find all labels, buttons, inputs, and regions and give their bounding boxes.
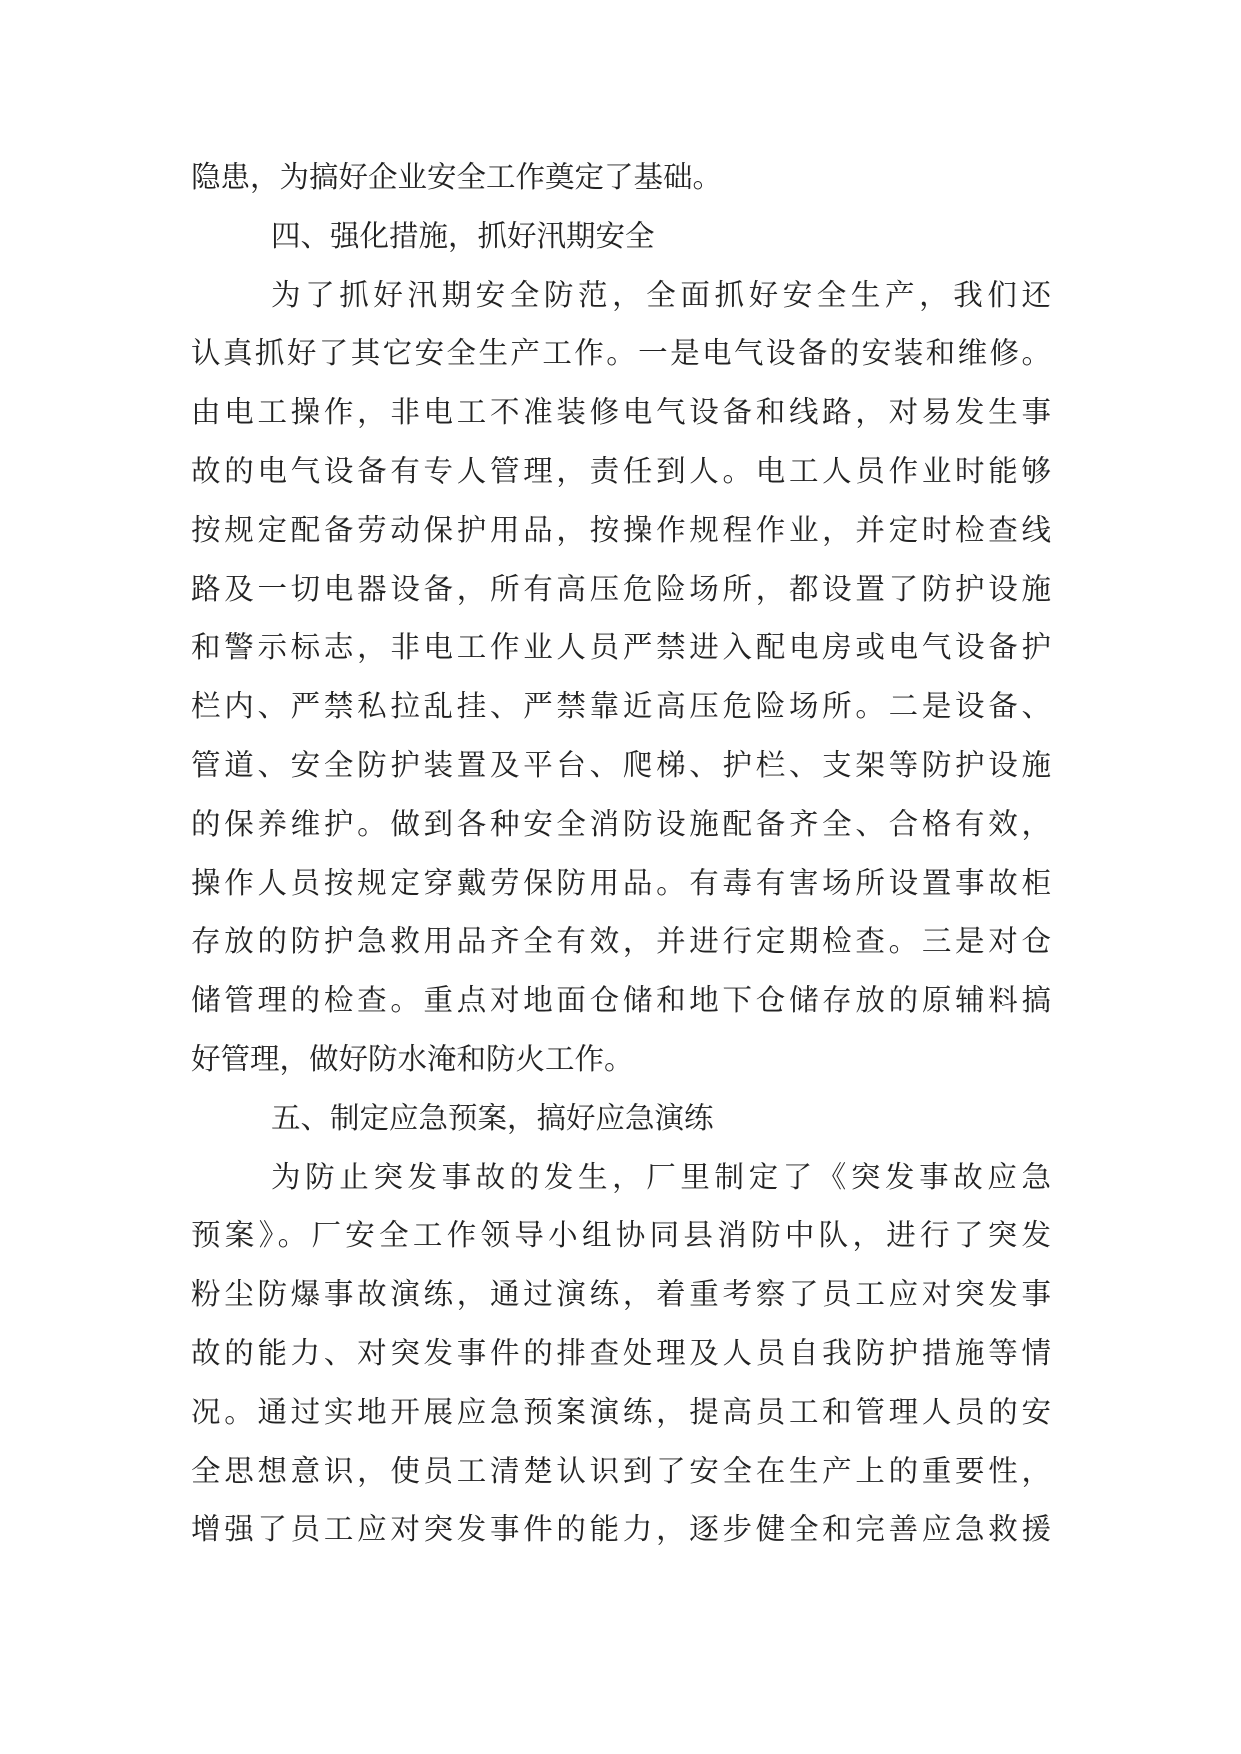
section-heading: 四、强化措施，抓好汛期安全 bbox=[271, 218, 655, 253]
text-line: 操作人员按规定穿戴劳保防用品。有毒有害场所设置事故柜 bbox=[191, 865, 1051, 900]
text-line: 增强了员工应对突发事件的能力，逐步健全和完善应急救援 bbox=[191, 1512, 1051, 1547]
text-line: 认真抓好了其它安全生产工作。一是电气设备的安装和维修。 bbox=[191, 336, 1051, 371]
text-line: 隐患，为搞好企业安全工作奠定了基础。 bbox=[191, 160, 723, 194]
document-body bbox=[191, 148, 1051, 1559]
text-line: 储管理的检查。重点对地面仓储和地下仓储存放的原辅料搞 bbox=[191, 983, 1051, 1018]
text-line: 由电工操作，非电工不准装修电气设备和线路，对易发生事 bbox=[191, 395, 1051, 430]
text-line: 管道、安全防护装置及平台、爬梯、护栏、支架等防护设施 bbox=[191, 747, 1051, 782]
text-line: 为了抓好汛期安全防范，全面抓好安全生产，我们还 bbox=[271, 277, 1051, 312]
text-line: 预案》。厂安全工作领导小组协同县消防中队，进行了突发 bbox=[191, 1218, 1051, 1253]
text-line: 和警示标志，非电工作业人员严禁进入配电房或电气设备护 bbox=[191, 630, 1051, 665]
text-line: 存放的防护急救用品齐全有效，并进行定期检查。三是对仓 bbox=[191, 924, 1051, 959]
text-line: 好管理，做好防水淹和防火工作。 bbox=[191, 1041, 634, 1076]
text-line: 路及一切电器设备，所有高压危险场所，都设置了防护设施 bbox=[191, 571, 1051, 606]
text-line: 的保养维护。做到各种安全消防设施配备齐全、合格有效， bbox=[191, 806, 1051, 841]
text-line: 故的能力、对突发事件的排查处理及人员自我防护措施等情 bbox=[191, 1335, 1051, 1370]
text-line: 全思想意识，使员工清楚认识到了安全在生产上的重要性， bbox=[191, 1453, 1051, 1488]
text-line: 粉尘防爆事故演练，通过演练，着重考察了员工应对突发事 bbox=[191, 1277, 1051, 1312]
text-line: 为防止突发事故的发生，厂里制定了《突发事故应急 bbox=[271, 1159, 1051, 1194]
section-heading: 五、制定应急预案，搞好应急演练 bbox=[271, 1100, 714, 1135]
text-line: 按规定配备劳动保护用品，按操作规程作业，并定时检查线 bbox=[191, 512, 1051, 547]
text-line: 栏内、严禁私拉乱挂、严禁靠近高压危险场所。二是设备、 bbox=[191, 689, 1051, 724]
text-line: 况。通过实地开展应急预案演练，提高员工和管理人员的安 bbox=[191, 1394, 1051, 1429]
text-line: 故的电气设备有专人管理，责任到人。电工人员作业时能够 bbox=[191, 453, 1051, 488]
